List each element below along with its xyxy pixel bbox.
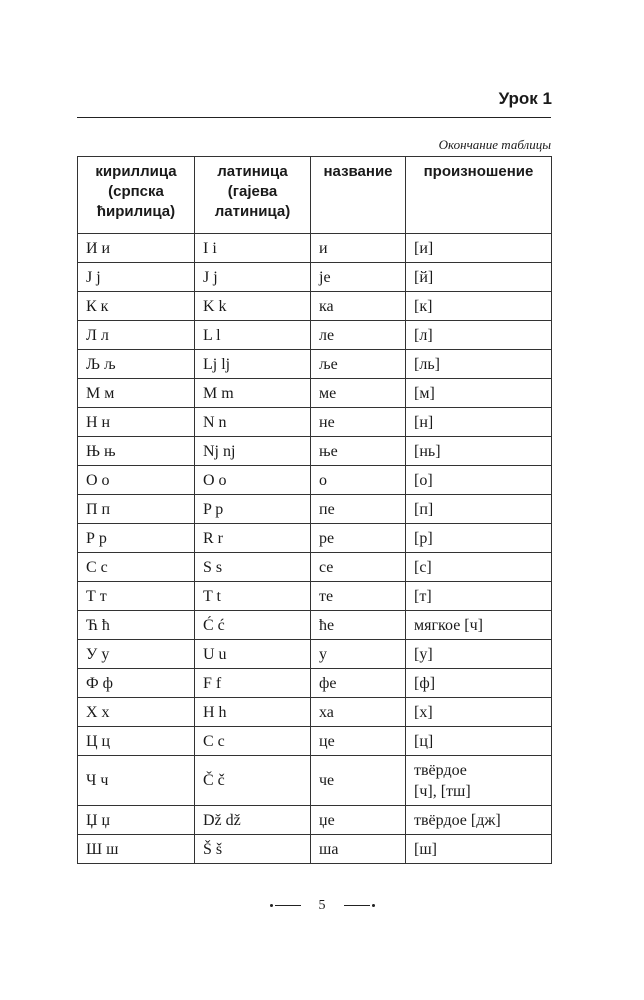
- table-row: [78, 350, 552, 379]
- cell-cyrillic: Џ џ: [78, 806, 195, 835]
- cell-pronunciation: [к]: [406, 292, 552, 321]
- table-row: [78, 292, 552, 321]
- cell-cyrillic: Ф ф: [78, 669, 195, 698]
- column-header-name: название: [311, 157, 406, 234]
- cell-pronunciation: [р]: [406, 524, 552, 553]
- cell-letter-name: о: [311, 466, 406, 495]
- cell-cyrillic: Н н: [78, 408, 195, 437]
- cell-letter-name: и: [311, 234, 406, 263]
- cell-cyrillic: Ц ц: [78, 727, 195, 756]
- cell-pronunciation: твёрдое [ч], [тш]: [406, 756, 552, 806]
- cell-letter-name: ме: [311, 379, 406, 408]
- table-row: [78, 698, 552, 727]
- cell-cyrillic: У у: [78, 640, 195, 669]
- cell-letter-name: ле: [311, 321, 406, 350]
- table-row: [78, 806, 552, 835]
- cell-cyrillic: О о: [78, 466, 195, 495]
- cell-latin: F f: [195, 669, 311, 698]
- table-row: [78, 437, 552, 466]
- table-header-row: [78, 157, 552, 234]
- table-row: [78, 756, 552, 806]
- cell-cyrillic: Ћ ћ: [78, 611, 195, 640]
- cell-letter-name: ре: [311, 524, 406, 553]
- cell-pronunciation: [п]: [406, 495, 552, 524]
- cell-latin: Ć ć: [195, 611, 311, 640]
- table-row: [78, 379, 552, 408]
- cell-letter-name: ће: [311, 611, 406, 640]
- cell-cyrillic: П п: [78, 495, 195, 524]
- table-row: [78, 408, 552, 437]
- cell-latin: H h: [195, 698, 311, 727]
- cell-pronunciation: [н]: [406, 408, 552, 437]
- cell-letter-name: се: [311, 553, 406, 582]
- cell-cyrillic: С с: [78, 553, 195, 582]
- cell-letter-name: ша: [311, 835, 406, 864]
- cell-cyrillic: Х х: [78, 698, 195, 727]
- table-row: [78, 611, 552, 640]
- cell-pronunciation: [л]: [406, 321, 552, 350]
- cell-pronunciation: [и]: [406, 234, 552, 263]
- cell-latin: Č č: [195, 756, 311, 806]
- cell-pronunciation: [ш]: [406, 835, 552, 864]
- cell-cyrillic: Р р: [78, 524, 195, 553]
- table-row: [78, 727, 552, 756]
- cell-letter-name: фе: [311, 669, 406, 698]
- cell-pronunciation: [ф]: [406, 669, 552, 698]
- cell-pronunciation: [ль]: [406, 350, 552, 379]
- table-row: [78, 466, 552, 495]
- table-row: [78, 263, 552, 292]
- table-row: [78, 234, 552, 263]
- cell-latin: R r: [195, 524, 311, 553]
- cell-pronunciation: мягкое [ч]: [406, 611, 552, 640]
- cell-letter-name: је: [311, 263, 406, 292]
- table-caption: Окончание таблицы: [438, 137, 551, 152]
- table-row: [78, 640, 552, 669]
- cell-latin: P p: [195, 495, 311, 524]
- cell-letter-name: у: [311, 640, 406, 669]
- cell-letter-name: пе: [311, 495, 406, 524]
- cell-pronunciation: [с]: [406, 553, 552, 582]
- cell-cyrillic: К к: [78, 292, 195, 321]
- cell-letter-name: те: [311, 582, 406, 611]
- cell-latin: T t: [195, 582, 311, 611]
- cell-latin: O o: [195, 466, 311, 495]
- cell-cyrillic: Љ љ: [78, 350, 195, 379]
- table-row: [78, 582, 552, 611]
- header-rule: [77, 117, 551, 118]
- cell-cyrillic: Т т: [78, 582, 195, 611]
- cell-latin: J j: [195, 263, 311, 292]
- cell-latin: N n: [195, 408, 311, 437]
- cell-letter-name: ње: [311, 437, 406, 466]
- cell-letter-name: не: [311, 408, 406, 437]
- page-footer: [0, 898, 644, 914]
- cell-pronunciation: [у]: [406, 640, 552, 669]
- cell-letter-name: џе: [311, 806, 406, 835]
- table-row: [78, 495, 552, 524]
- table-body: [78, 234, 552, 864]
- cell-pronunciation: [х]: [406, 698, 552, 727]
- column-header-pronunciation: произношение: [406, 157, 552, 234]
- cell-latin: U u: [195, 640, 311, 669]
- footer-ornament-left: [275, 905, 301, 906]
- cell-letter-name: ха: [311, 698, 406, 727]
- cell-cyrillic: Ј ј: [78, 263, 195, 292]
- cell-pronunciation: [о]: [406, 466, 552, 495]
- cell-letter-name: че: [311, 756, 406, 806]
- cell-cyrillic: Л л: [78, 321, 195, 350]
- cell-latin: Lj lj: [195, 350, 311, 379]
- page-header-title: Урок 1: [498, 89, 552, 108]
- cell-latin: M m: [195, 379, 311, 408]
- table-row: [78, 524, 552, 553]
- cell-latin: Š š: [195, 835, 311, 864]
- table-row: [78, 553, 552, 582]
- cell-latin: K k: [195, 292, 311, 321]
- cell-latin: Nj nj: [195, 437, 311, 466]
- table-row: [78, 669, 552, 698]
- cell-pronunciation: твёрдое [дж]: [406, 806, 552, 835]
- cell-pronunciation: [й]: [406, 263, 552, 292]
- footer-ornament-right: [344, 905, 370, 906]
- cell-pronunciation: [т]: [406, 582, 552, 611]
- table-row: [78, 321, 552, 350]
- cell-letter-name: ка: [311, 292, 406, 321]
- cell-cyrillic: Ш ш: [78, 835, 195, 864]
- cell-letter-name: це: [311, 727, 406, 756]
- alphabet-table: [77, 156, 552, 864]
- column-header-latin: латиница (гајева латиница): [195, 157, 311, 234]
- cell-cyrillic: Ч ч: [78, 756, 195, 806]
- cell-latin: L l: [195, 321, 311, 350]
- cell-latin: I i: [195, 234, 311, 263]
- table-row: [78, 835, 552, 864]
- cell-pronunciation: [м]: [406, 379, 552, 408]
- cell-cyrillic: Њ њ: [78, 437, 195, 466]
- cell-latin: S s: [195, 553, 311, 582]
- cell-cyrillic: М м: [78, 379, 195, 408]
- cell-pronunciation: [ц]: [406, 727, 552, 756]
- cell-cyrillic: И и: [78, 234, 195, 263]
- cell-latin: C c: [195, 727, 311, 756]
- cell-latin: Dž dž: [195, 806, 311, 835]
- cell-letter-name: ље: [311, 350, 406, 379]
- page-number: 5: [318, 898, 326, 913]
- cell-pronunciation: [нь]: [406, 437, 552, 466]
- column-header-cyrillic: кириллица (српска ћирилица): [78, 157, 195, 234]
